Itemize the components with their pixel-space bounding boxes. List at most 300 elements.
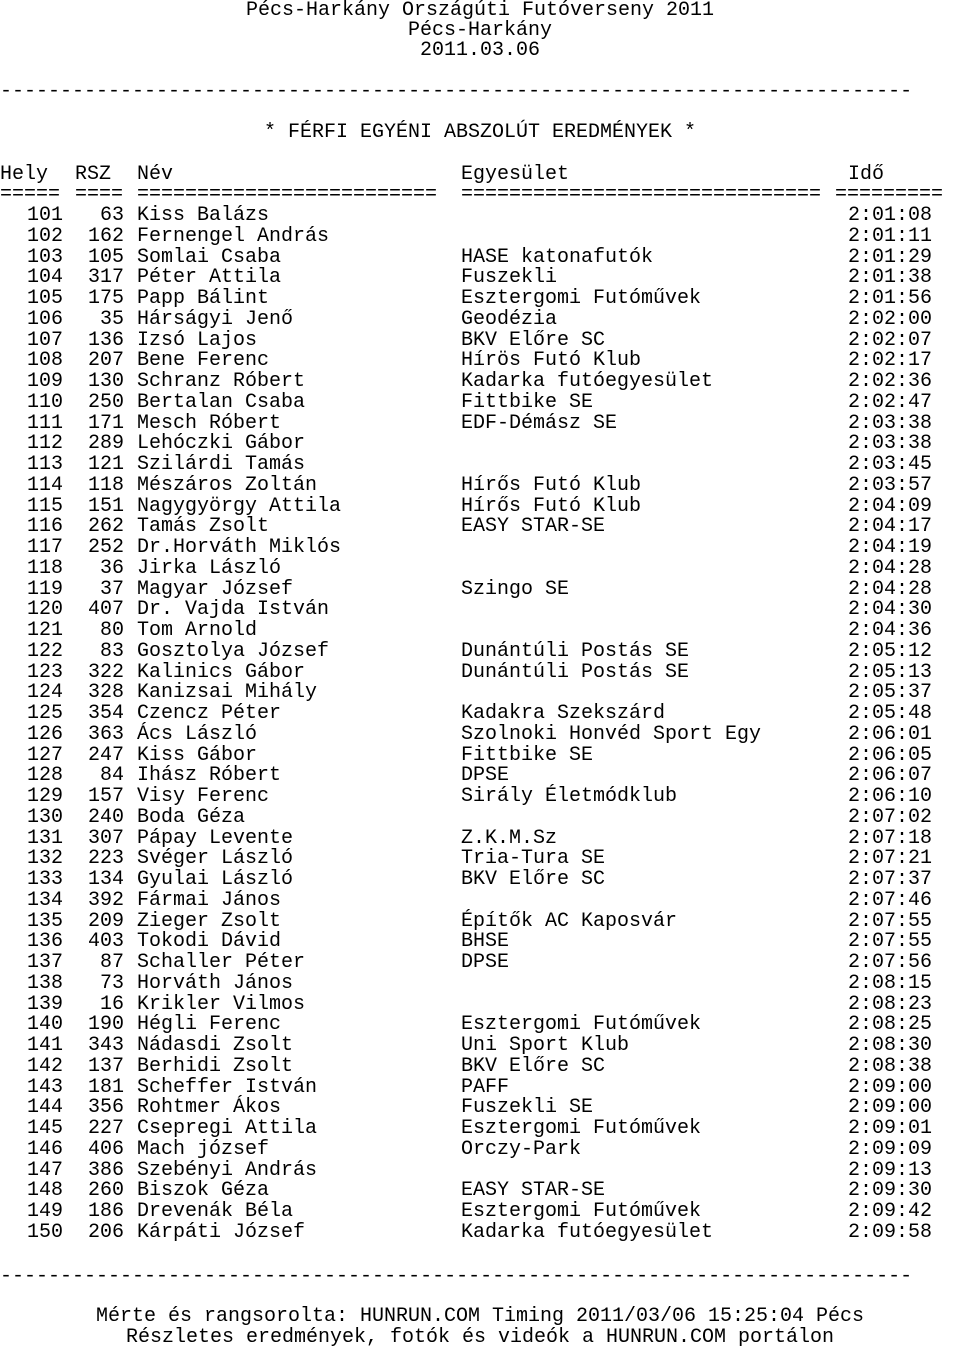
place-cell: 109 bbox=[26, 370, 63, 393]
bib-cell: 151 bbox=[87, 494, 124, 518]
club-cell: Kadarka futóegyesület bbox=[461, 1220, 714, 1244]
bib-cell: 186 bbox=[87, 1200, 124, 1223]
table-row bbox=[0, 620, 960, 642]
place-cell: 130 bbox=[26, 805, 63, 829]
finish-time-cell: 2:06:10 bbox=[848, 785, 933, 808]
club-cell: EASY STAR-SE bbox=[461, 1179, 606, 1203]
finish-time-cell: 2:05:37 bbox=[848, 681, 933, 705]
bib-cell: 252 bbox=[87, 536, 124, 559]
finish-time-cell: 2:05:48 bbox=[848, 702, 933, 725]
underline-name: ========================= bbox=[137, 183, 438, 206]
place-cell: 102 bbox=[26, 224, 63, 248]
bib-cell: 80 bbox=[99, 619, 124, 642]
place-cell: 146 bbox=[26, 1137, 63, 1161]
club-cell: Esztergomi Futóművek bbox=[461, 1117, 702, 1140]
club-cell: DPSE bbox=[461, 764, 510, 788]
table-row bbox=[0, 786, 960, 808]
bib-cell: 354 bbox=[87, 702, 124, 725]
club-cell: Fittbike SE bbox=[461, 390, 594, 414]
place-cell: 113 bbox=[26, 453, 63, 476]
finish-time-cell: 2:09:58 bbox=[848, 1220, 933, 1244]
table-row bbox=[0, 599, 960, 621]
club-cell: Dunántúli Postás SE bbox=[461, 660, 690, 684]
runner-name-cell: Magyar József bbox=[137, 577, 294, 601]
table-row bbox=[0, 205, 960, 227]
finish-time-cell: 2:07:55 bbox=[848, 909, 933, 933]
bib-cell: 136 bbox=[87, 328, 124, 352]
place-cell: 123 bbox=[26, 660, 63, 684]
bib-cell: 322 bbox=[87, 660, 124, 684]
place-cell: 124 bbox=[26, 681, 63, 705]
bib-cell: 63 bbox=[99, 204, 124, 227]
finish-time-cell: 2:03:38 bbox=[848, 411, 933, 435]
place-cell: 122 bbox=[26, 639, 63, 663]
place-cell: 101 bbox=[26, 204, 63, 227]
finish-time-cell: 2:02:07 bbox=[848, 328, 933, 352]
place-cell: 107 bbox=[26, 328, 63, 352]
table-row bbox=[0, 330, 960, 352]
table-row bbox=[0, 579, 960, 601]
runner-name-cell: Drevenák Béla bbox=[137, 1200, 294, 1223]
bib-cell: 36 bbox=[99, 556, 124, 580]
bib-cell: 37 bbox=[99, 577, 124, 601]
table-row bbox=[0, 682, 960, 704]
finish-time-cell: 2:03:45 bbox=[848, 453, 933, 476]
club-cell: Hírős Futó Klub bbox=[461, 473, 642, 497]
table-row bbox=[0, 703, 960, 725]
runner-name-cell: Ihász Róbert bbox=[137, 764, 282, 788]
bib-cell: 386 bbox=[87, 1158, 124, 1182]
bib-cell: 240 bbox=[87, 805, 124, 829]
bib-cell: 223 bbox=[87, 847, 124, 871]
dashed-divider-top: ---------------------------------------------------------------------------- bbox=[0, 81, 913, 103]
club-cell: Kadarka futóegyesület bbox=[461, 370, 714, 393]
bib-cell: 162 bbox=[87, 224, 124, 248]
bib-cell: 157 bbox=[87, 785, 124, 808]
club-cell: BKV Előre SC bbox=[461, 328, 606, 352]
bib-cell: 262 bbox=[87, 515, 124, 539]
table-row bbox=[0, 288, 960, 310]
bib-cell: 406 bbox=[87, 1137, 124, 1161]
finish-time-cell: 2:04:30 bbox=[848, 598, 933, 622]
finish-time-cell: 2:07:21 bbox=[848, 847, 933, 871]
bib-cell: 134 bbox=[87, 868, 124, 891]
place-cell: 125 bbox=[26, 702, 63, 725]
club-cell: Sirály Életmódklub bbox=[461, 785, 678, 808]
place-cell: 150 bbox=[26, 1220, 63, 1244]
underline-place: ===== bbox=[0, 183, 61, 206]
finish-time-cell: 2:07:18 bbox=[848, 826, 933, 850]
place-cell: 126 bbox=[26, 722, 63, 746]
finish-time-cell: 2:04:17 bbox=[848, 515, 933, 539]
table-row bbox=[0, 724, 960, 746]
bib-cell: 130 bbox=[87, 370, 124, 393]
place-cell: 112 bbox=[26, 432, 63, 456]
runner-name-cell: Gosztolya József bbox=[137, 639, 330, 663]
finish-time-cell: 2:02:17 bbox=[848, 349, 933, 373]
club-cell: Orczy-Park bbox=[461, 1137, 582, 1161]
club-cell: BHSE bbox=[461, 930, 510, 954]
runner-name-cell: Izsó Lajos bbox=[137, 328, 258, 352]
runner-name-cell: Lehóczki Gábor bbox=[137, 432, 306, 456]
place-cell: 105 bbox=[26, 287, 63, 310]
finish-time-cell: 2:02:00 bbox=[848, 307, 933, 331]
table-row bbox=[0, 1201, 960, 1223]
table-row bbox=[0, 1035, 960, 1057]
club-cell: DPSE bbox=[461, 951, 510, 974]
club-cell: EASY STAR-SE bbox=[461, 515, 606, 539]
table-row bbox=[0, 454, 960, 476]
table-row bbox=[0, 1222, 960, 1244]
event-title: Pécs-Harkány Országúti Futóverseny 2011 bbox=[245, 0, 715, 22]
bib-cell: 16 bbox=[99, 992, 124, 1016]
table-header-underline bbox=[0, 184, 960, 206]
bib-cell: 84 bbox=[99, 764, 124, 788]
place-cell: 140 bbox=[26, 1013, 63, 1037]
place-cell: 142 bbox=[26, 1054, 63, 1078]
finish-time-cell: 2:09:00 bbox=[848, 1075, 933, 1099]
place-cell: 120 bbox=[26, 598, 63, 622]
finish-time-cell: 2:09:42 bbox=[848, 1200, 933, 1223]
table-row bbox=[0, 807, 960, 829]
table-row bbox=[0, 952, 960, 974]
bib-cell: 175 bbox=[87, 287, 124, 310]
finish-time-cell: 2:08:23 bbox=[848, 992, 933, 1016]
runner-name-cell: Ács László bbox=[137, 722, 258, 746]
table-row bbox=[0, 1014, 960, 1036]
finish-time-cell: 2:06:01 bbox=[848, 722, 933, 746]
underline-bib: ==== bbox=[75, 183, 124, 206]
finish-time-cell: 2:04:28 bbox=[848, 577, 933, 601]
place-cell: 108 bbox=[26, 349, 63, 373]
bib-cell: 392 bbox=[87, 888, 124, 912]
table-row bbox=[0, 537, 960, 559]
finish-time-cell: 2:09:30 bbox=[848, 1179, 933, 1203]
runner-name-cell: Czencz Péter bbox=[137, 702, 282, 725]
table-row bbox=[0, 413, 960, 435]
table-row bbox=[0, 516, 960, 538]
club-cell: BKV Előre SC bbox=[461, 1054, 606, 1078]
table-row bbox=[0, 392, 960, 414]
club-cell: Fuszekli bbox=[461, 266, 558, 290]
club-cell: Esztergomi Futóművek bbox=[461, 287, 702, 310]
place-cell: 119 bbox=[26, 577, 63, 601]
place-cell: 145 bbox=[26, 1117, 63, 1140]
place-cell: 148 bbox=[26, 1179, 63, 1203]
runner-name-cell: Tamás Zsolt bbox=[137, 515, 270, 539]
club-cell: Fittbike SE bbox=[461, 743, 594, 767]
club-cell: Szingo SE bbox=[461, 577, 570, 601]
table-row bbox=[0, 371, 960, 393]
runner-name-cell: Somlai Csaba bbox=[137, 245, 282, 269]
runner-name-cell: Jirka László bbox=[137, 556, 282, 580]
club-cell: BKV Előre SC bbox=[461, 868, 606, 891]
footer-timing-credit: Mérte és rangsorolta: HUNRUN.COM Timing 2011/03/06 15:25:04 Pécs bbox=[95, 1305, 865, 1328]
runner-name-cell: Mach józsef bbox=[137, 1137, 270, 1161]
table-row bbox=[0, 350, 960, 372]
finish-time-cell: 2:09:13 bbox=[848, 1158, 933, 1182]
runner-name-cell: Krikler Vilmos bbox=[137, 992, 306, 1016]
finish-time-cell: 2:05:12 bbox=[848, 639, 933, 663]
club-cell: Fuszekli SE bbox=[461, 1096, 594, 1120]
finish-time-cell: 2:06:07 bbox=[848, 764, 933, 788]
finish-time-cell: 2:09:00 bbox=[848, 1096, 933, 1120]
bib-cell: 207 bbox=[87, 349, 124, 373]
finish-time-cell: 2:08:25 bbox=[848, 1013, 933, 1037]
bib-cell: 227 bbox=[87, 1117, 124, 1140]
table-row bbox=[0, 475, 960, 497]
runner-name-cell: Kalinics Gábor bbox=[137, 660, 306, 684]
event-location: Pécs-Harkány bbox=[407, 19, 553, 42]
bib-cell: 83 bbox=[99, 639, 124, 663]
place-cell: 141 bbox=[26, 1034, 63, 1057]
bib-cell: 260 bbox=[87, 1179, 124, 1203]
finish-time-cell: 2:08:30 bbox=[848, 1034, 933, 1057]
table-row bbox=[0, 869, 960, 891]
runner-name-cell: Berhidi Zsolt bbox=[137, 1054, 294, 1078]
finish-time-cell: 2:02:36 bbox=[848, 370, 933, 393]
runner-name-cell: Kiss Gábor bbox=[137, 743, 258, 767]
runner-name-cell: Boda Géza bbox=[137, 805, 246, 829]
club-cell: Dunántúli Postás SE bbox=[461, 639, 690, 663]
runner-name-cell: Szebényi András bbox=[137, 1158, 318, 1182]
place-cell: 149 bbox=[26, 1200, 63, 1223]
finish-time-cell: 2:01:56 bbox=[848, 287, 933, 310]
runner-name-cell: Biszok Géza bbox=[137, 1179, 270, 1203]
runner-name-cell: Tokodi Dávid bbox=[137, 930, 282, 954]
bib-cell: 206 bbox=[87, 1220, 124, 1244]
bib-cell: 407 bbox=[87, 598, 124, 622]
bib-cell: 247 bbox=[87, 743, 124, 767]
runner-name-cell: Rohtmer Ákos bbox=[137, 1096, 282, 1120]
finish-time-cell: 2:03:57 bbox=[848, 473, 933, 497]
runner-name-cell: Kiss Balázs bbox=[137, 204, 270, 227]
club-cell: Építők AC Kaposvár bbox=[461, 909, 678, 933]
finish-time-cell: 2:05:13 bbox=[848, 660, 933, 684]
place-cell: 137 bbox=[26, 951, 63, 974]
table-row bbox=[0, 1118, 960, 1140]
runner-name-cell: Mészáros Zoltán bbox=[137, 473, 318, 497]
runner-name-cell: Péter Attila bbox=[137, 266, 282, 290]
club-cell: Uni Sport Klub bbox=[461, 1034, 630, 1057]
table-row bbox=[0, 1139, 960, 1161]
place-cell: 129 bbox=[26, 785, 63, 808]
table-row bbox=[0, 433, 960, 455]
table-row bbox=[0, 1180, 960, 1202]
underline-club: ============================== bbox=[461, 183, 822, 206]
bib-cell: 190 bbox=[87, 1013, 124, 1037]
runner-name-cell: Pápay Levente bbox=[137, 826, 294, 850]
table-row bbox=[0, 890, 960, 912]
table-row bbox=[0, 496, 960, 518]
place-cell: 111 bbox=[26, 411, 63, 435]
club-cell: Hírős Futó Klub bbox=[461, 494, 642, 518]
place-cell: 127 bbox=[26, 743, 63, 767]
table-row bbox=[0, 931, 960, 953]
bib-cell: 317 bbox=[87, 266, 124, 290]
club-cell: EDF-Démász SE bbox=[461, 411, 618, 435]
runner-name-cell: Kanizsai Mihály bbox=[137, 681, 318, 705]
place-cell: 115 bbox=[26, 494, 63, 518]
place-cell: 118 bbox=[26, 556, 63, 580]
place-cell: 134 bbox=[26, 888, 63, 912]
club-cell: Hírös Futó Klub bbox=[461, 349, 642, 373]
finish-time-cell: 2:09:09 bbox=[848, 1137, 933, 1161]
runner-name-cell: Kárpáti József bbox=[137, 1220, 306, 1244]
runner-name-cell: Bene Ferenc bbox=[137, 349, 270, 373]
table-row bbox=[0, 1056, 960, 1078]
runner-name-cell: Bertalan Csaba bbox=[137, 390, 306, 414]
table-row bbox=[0, 911, 960, 933]
table-row bbox=[0, 994, 960, 1016]
club-cell: HASE katonafutók bbox=[461, 245, 654, 269]
place-cell: 106 bbox=[26, 307, 63, 331]
club-cell: Tria-Tura SE bbox=[461, 847, 606, 871]
runner-name-cell: Visy Ferenc bbox=[137, 785, 270, 808]
table-row bbox=[0, 662, 960, 684]
club-cell: Kadakra Szekszárd bbox=[461, 702, 666, 725]
bib-cell: 35 bbox=[99, 307, 124, 331]
bib-cell: 121 bbox=[87, 453, 124, 476]
bib-cell: 73 bbox=[99, 971, 124, 995]
runner-name-cell: Papp Bálint bbox=[137, 287, 270, 310]
place-cell: 103 bbox=[26, 245, 63, 269]
bib-cell: 307 bbox=[87, 826, 124, 850]
runner-name-cell: Nádasdi Zsolt bbox=[137, 1034, 294, 1057]
finish-time-cell: 2:09:01 bbox=[848, 1117, 933, 1140]
footer-portal-note: Részletes eredmények, fotók és videók a HUNRUN.COM portálon bbox=[125, 1326, 835, 1349]
runner-name-cell: Szilárdi Tamás bbox=[137, 453, 306, 476]
bib-cell: 137 bbox=[87, 1054, 124, 1078]
place-cell: 132 bbox=[26, 847, 63, 871]
runner-name-cell: Gyulai László bbox=[137, 868, 294, 891]
finish-time-cell: 2:04:09 bbox=[848, 494, 933, 518]
club-cell: Geodézia bbox=[461, 307, 558, 331]
place-cell: 147 bbox=[26, 1158, 63, 1182]
event-date: 2011.03.06 bbox=[419, 39, 541, 62]
place-cell: 144 bbox=[26, 1096, 63, 1120]
column-header-club: Egyesület bbox=[461, 163, 570, 186]
table-row bbox=[0, 247, 960, 269]
finish-time-cell: 2:04:36 bbox=[848, 619, 933, 642]
runner-name-cell: Horváth János bbox=[137, 971, 294, 995]
runner-name-cell: Schranz Róbert bbox=[137, 370, 306, 393]
finish-time-cell: 2:01:11 bbox=[848, 224, 933, 248]
runner-name-cell: Nagygyörgy Attila bbox=[137, 494, 342, 518]
place-cell: 136 bbox=[26, 930, 63, 954]
club-cell: Esztergomi Futóművek bbox=[461, 1013, 702, 1037]
table-row bbox=[0, 973, 960, 995]
runner-name-cell: Hégli Ferenc bbox=[137, 1013, 282, 1037]
finish-time-cell: 2:07:55 bbox=[848, 930, 933, 954]
club-cell: Z.K.M.Sz bbox=[461, 826, 558, 850]
place-cell: 139 bbox=[26, 992, 63, 1016]
underline-time: ========= bbox=[835, 183, 944, 206]
table-row bbox=[0, 1097, 960, 1119]
finish-time-cell: 2:04:28 bbox=[848, 556, 933, 580]
column-header-time: Idő bbox=[848, 163, 885, 186]
finish-time-cell: 2:01:38 bbox=[848, 266, 933, 290]
place-cell: 135 bbox=[26, 909, 63, 933]
place-cell: 128 bbox=[26, 764, 63, 788]
table-row bbox=[0, 828, 960, 850]
table-row bbox=[0, 765, 960, 787]
bib-cell: 289 bbox=[87, 432, 124, 456]
bib-cell: 250 bbox=[87, 390, 124, 414]
bib-cell: 171 bbox=[87, 411, 124, 435]
runner-name-cell: Dr.Horváth Miklós bbox=[137, 536, 342, 559]
runner-name-cell: Csepregi Attila bbox=[137, 1117, 318, 1140]
place-cell: 110 bbox=[26, 390, 63, 414]
table-row bbox=[0, 745, 960, 767]
place-cell: 121 bbox=[26, 619, 63, 642]
section-title: * FÉRFI EGYÉNI ABSZOLÚT EREDMÉNYEK * bbox=[263, 121, 697, 144]
runner-name-cell: Tom Arnold bbox=[137, 619, 258, 642]
bib-cell: 403 bbox=[87, 930, 124, 954]
runner-name-cell: Fernengel András bbox=[137, 224, 330, 248]
finish-time-cell: 2:02:47 bbox=[848, 390, 933, 414]
column-header-place: Hely bbox=[0, 163, 49, 186]
bib-cell: 328 bbox=[87, 681, 124, 705]
table-row bbox=[0, 267, 960, 289]
finish-time-cell: 2:07:56 bbox=[848, 951, 933, 974]
bib-cell: 209 bbox=[87, 909, 124, 933]
bib-cell: 87 bbox=[99, 951, 124, 974]
runner-name-cell: Zieger Zsolt bbox=[137, 909, 282, 933]
table-row bbox=[0, 641, 960, 663]
place-cell: 133 bbox=[26, 868, 63, 891]
runner-name-cell: Mesch Róbert bbox=[137, 411, 282, 435]
finish-time-cell: 2:08:15 bbox=[848, 971, 933, 995]
finish-time-cell: 2:06:05 bbox=[848, 743, 933, 767]
place-cell: 117 bbox=[26, 536, 63, 559]
bib-cell: 363 bbox=[87, 722, 124, 746]
finish-time-cell: 2:04:19 bbox=[848, 536, 933, 559]
bib-cell: 181 bbox=[87, 1075, 124, 1099]
finish-time-cell: 2:03:38 bbox=[848, 432, 933, 456]
bib-cell: 118 bbox=[87, 473, 124, 497]
club-cell: PAFF bbox=[461, 1075, 510, 1099]
table-row bbox=[0, 226, 960, 248]
club-cell: Szolnoki Honvéd Sport Egy bbox=[461, 722, 762, 746]
runner-name-cell: Schaller Péter bbox=[137, 951, 306, 974]
place-cell: 114 bbox=[26, 473, 63, 497]
place-cell: 143 bbox=[26, 1075, 63, 1099]
runner-name-cell: Svéger László bbox=[137, 847, 294, 871]
finish-time-cell: 2:08:38 bbox=[848, 1054, 933, 1078]
bib-cell: 105 bbox=[87, 245, 124, 269]
place-cell: 138 bbox=[26, 971, 63, 995]
runner-name-cell: Fármai János bbox=[137, 888, 282, 912]
column-header-bib: RSZ bbox=[75, 163, 112, 186]
table-row bbox=[0, 1160, 960, 1182]
table-row bbox=[0, 558, 960, 580]
runner-name-cell: Hárságyi Jenő bbox=[137, 307, 294, 331]
club-cell: Esztergomi Futóművek bbox=[461, 1200, 702, 1223]
finish-time-cell: 2:01:08 bbox=[848, 204, 933, 227]
runner-name-cell: Scheffer István bbox=[137, 1075, 318, 1099]
table-row bbox=[0, 309, 960, 331]
place-cell: 104 bbox=[26, 266, 63, 290]
dashed-divider-bottom: ---------------------------------------------------------------------------- bbox=[0, 1266, 913, 1288]
finish-time-cell: 2:01:29 bbox=[848, 245, 933, 269]
bib-cell: 343 bbox=[87, 1034, 124, 1057]
table-row bbox=[0, 848, 960, 870]
finish-time-cell: 2:07:46 bbox=[848, 888, 933, 912]
runner-name-cell: Dr. Vajda István bbox=[137, 598, 330, 622]
finish-time-cell: 2:07:02 bbox=[848, 805, 933, 829]
place-cell: 116 bbox=[26, 515, 63, 539]
